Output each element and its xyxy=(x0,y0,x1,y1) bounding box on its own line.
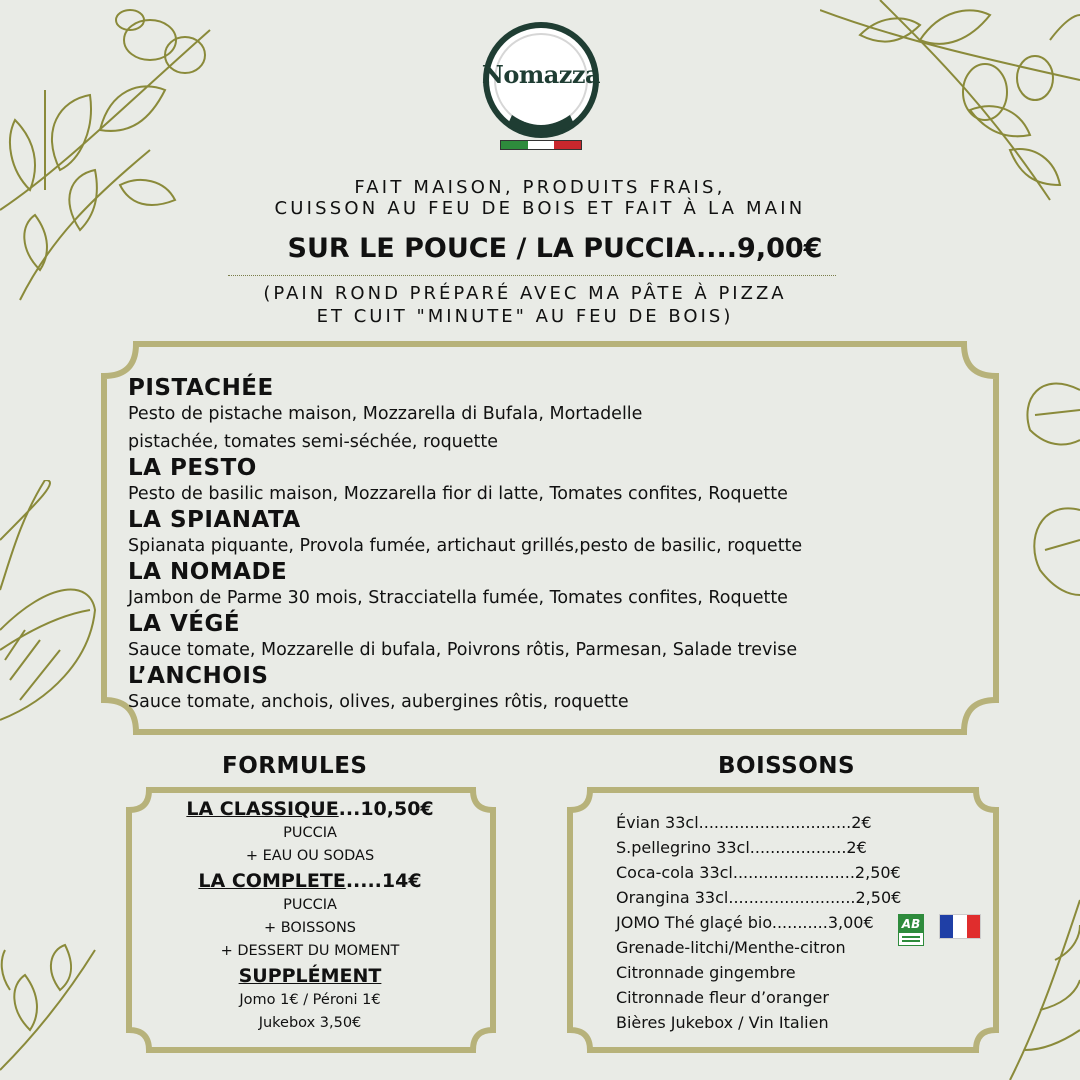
formule-classique-name: LA CLASSIQUE xyxy=(186,798,339,820)
tagline-line-2: CUISSON AU FEU DE BOIS ET FAIT À LA MAIN xyxy=(274,198,806,219)
olive-branch-bottom-left-icon xyxy=(0,870,110,1080)
drink-item: S.pellegrino 33cl...................2€ xyxy=(616,838,867,857)
olive-branch-top-left-icon xyxy=(0,0,230,320)
formule-line: + BOISSONS xyxy=(263,920,356,936)
drink-item: Bières Jukebox / Vin Italien xyxy=(616,1013,829,1032)
drink-item: Grenade-litchi/Menthe-citron xyxy=(616,938,846,957)
header-divider xyxy=(228,275,836,276)
pizza-desc: Spianata piquante, Provola fumée, artichaut grillés,pesto de basilic, roquette xyxy=(128,536,803,556)
formule-complete-name: LA COMPLETE xyxy=(198,870,346,892)
drink-item: Orangina 33cl.........................2,50€ xyxy=(616,888,902,907)
pizza-name: LA VÉGÉ xyxy=(128,611,241,637)
leaf-right-icon xyxy=(1010,370,1080,610)
headline-price: SUR LE POUCE / LA PUCCIA....9,00€ xyxy=(287,233,823,264)
formule-line: PUCCIA xyxy=(283,897,337,913)
pizza-desc: Pesto de pistache maison, Mozzarella di Bufala, Mortadelle xyxy=(128,404,643,424)
drink-item: JOMO Thé glaçé bio...........3,00€ xyxy=(616,913,874,932)
pizza-name: LA PESTO xyxy=(128,455,257,481)
supplement-line: Jomo 1€ / Péroni 1€ xyxy=(239,992,381,1008)
subtitle-line-1: (PAIN ROND PRÉPARÉ AVEC MA PÂTE À PIZZA xyxy=(263,283,787,304)
pizza-desc: Sauce tomate, Mozzarelle di bufala, Poivrons rôtis, Parmesan, Salade trevise xyxy=(128,640,798,660)
pizza-name: LA NOMADE xyxy=(128,559,288,585)
boissons-list xyxy=(616,810,916,1035)
formule-complete-price: .....14€ xyxy=(345,870,422,892)
subtitle-line-2: ET CUIT "MINUTE" AU FEU DE BOIS) xyxy=(316,306,734,327)
ab-badge-text: AB xyxy=(899,915,923,933)
tagline-line-1: FAIT MAISON, PRODUITS FRAIS, xyxy=(354,177,726,198)
italian-flag-icon xyxy=(500,140,582,150)
leaf-left-icon xyxy=(0,480,110,740)
pizza-name: PISTACHÉE xyxy=(128,375,274,401)
formules-list xyxy=(128,796,492,1035)
boissons-title: BOISSONS xyxy=(718,753,856,779)
brand-logo xyxy=(462,20,620,152)
drink-item: Évian 33cl..............................2€ xyxy=(616,813,872,832)
pizza-menu xyxy=(128,376,948,716)
supplement-line: Jukebox 3,50€ xyxy=(258,1015,362,1031)
drink-item: Coca-cola 33cl........................2,50€ xyxy=(616,863,901,882)
supplement-title xyxy=(128,963,492,989)
pizza-desc: pistachée, tomates semi-séchée, roquette xyxy=(128,432,499,452)
formules-title: FORMULES xyxy=(222,753,368,779)
organic-ab-badge-icon xyxy=(898,914,924,946)
pizza-name: L’ANCHOIS xyxy=(128,663,269,689)
olive-branch-bottom-right-icon xyxy=(1000,880,1080,1080)
pizza-desc: Pesto de basilic maison, Mozzarella fior di latte, Tomates confites, Roquette xyxy=(128,484,788,504)
pizza-desc: Jambon de Parme 30 mois, Stracciatella fumée, Tomates confites, Roquette xyxy=(128,588,788,608)
drink-item: Citronnade gingembre xyxy=(616,963,796,982)
formule-complete xyxy=(128,868,492,894)
brand-sub: TRUCK xyxy=(522,116,560,124)
supplement-name: SUPPLÉMENT xyxy=(238,965,382,987)
formule-line: PUCCIA xyxy=(283,825,337,841)
formule-classique xyxy=(128,796,492,822)
brand-name: Nomazza xyxy=(481,60,601,89)
formule-classique-price: ...10,50€ xyxy=(338,798,434,820)
drink-item: Citronnade fleur d’oranger xyxy=(616,988,829,1007)
formule-line: + EAU OU SODAS xyxy=(245,848,375,864)
pizza-name: LA SPIANATA xyxy=(128,507,301,533)
formule-line: + DESSERT DU MOMENT xyxy=(220,943,400,959)
pizza-desc: Sauce tomate, anchois, olives, aubergines rôtis, roquette xyxy=(128,692,629,712)
french-flag-icon xyxy=(939,914,981,939)
